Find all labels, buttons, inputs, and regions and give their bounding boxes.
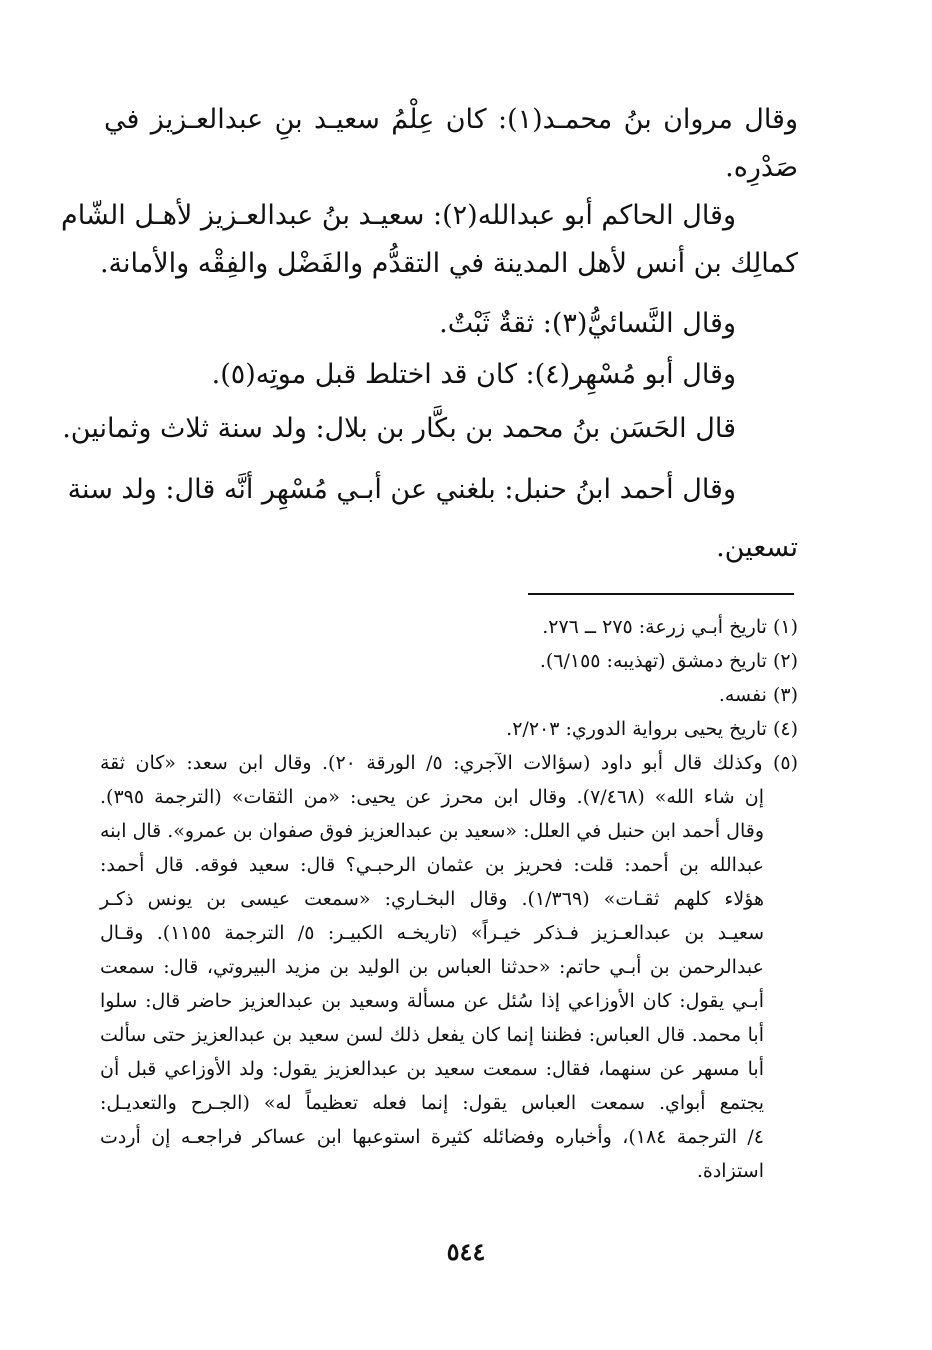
footnote-3: (٣) نفسه. bbox=[718, 684, 798, 706]
body-line-8: وقال أحمد ابنُ حنبل: بلغني عن أبـي مُسْهِر أنَّه قال: ولد سنة bbox=[67, 474, 736, 505]
footnote-separator bbox=[528, 593, 794, 595]
body-line-4: كمالِك بن أنس لأهل المدينة في التقدُّم والفَضْل والفِقْه والأمانة. bbox=[99, 248, 798, 279]
footnote-5-line-5: هؤلاء كلهم ثقـات» (١/٣٦٩). وقال البخـاري: «سمعت عيسى بن يونس ذكـر bbox=[100, 888, 764, 910]
footnote-5-line-3: وقال أحمد ابن حنبل في العلل: «سعيد بن عبدالعزيز فوق صفوان بن عمرو». قال ابنه bbox=[100, 820, 764, 842]
page-number: ٥٤٤ bbox=[446, 1237, 486, 1266]
footnote-5-line-2: إن شاء الله» (٧/٤٦٨). وقال ابن محرز عن يحيى: «من الثقات» (الترجمة ٣٩٥). bbox=[100, 786, 764, 808]
body-line-1: وقال مروان بنُ محمـد(١): كان عِلْمُ سعيـد بنِ عبدالعـزيز في bbox=[104, 104, 798, 135]
body-line-9: تسعين. bbox=[716, 532, 798, 563]
footnote-2: (٢) تاريخ دمشق (تهذيبه: ٦/١٥٥). bbox=[539, 650, 798, 672]
footnote-5-line-12: ٤/ الترجمة ١٨٤)، وأخباره وفضائله كثيرة استوعبها ابن عساكر فراجعـه إن أردت bbox=[100, 1126, 764, 1148]
footnote-5-line-8: أبـي يقول: كان الأوزاعي إذا سُئل عن مسألة وسعيد بن عبدالعزيز حاضر قال: سلوا bbox=[100, 990, 764, 1012]
body-line-5: وقال النَّسائيُّ(٣): ثقةٌ ثَبْتٌ. bbox=[439, 308, 736, 339]
body-line-7: قال الحَسَن بنُ محمد بن بكَّار بن بلال: ولد سنة ثلاث وثمانين. bbox=[62, 413, 736, 444]
footnote-5-line-7: عبدالرحمن بن أبـي حاتم: «حدثنا العباس بن الوليد بن مزيد البيروتي، قال: سمعت bbox=[100, 956, 764, 978]
body-line-2: صَدْرِه. bbox=[725, 152, 798, 183]
body-line-3: وقال الحاكم أبو عبدالله(٢): سعيـد بنُ عبدالعـزيز لأهـل الشّام bbox=[61, 200, 736, 231]
footnote-5-line-10: أبا مسهر عن سنهما، فقال: سمعت سعيد بن عبدالعزيز يقول: ولد الأوزاعي قبل أن bbox=[100, 1058, 764, 1080]
footnote-5-line-1: (٥) وكذلك قال أبو داود (سؤالات الآجري: ٥/ الورقة ٢٠). وقال ابن سعد: «كان ثقة bbox=[100, 752, 799, 774]
footnote-5-line-11: يجتمع أبواي. سمعت العباس يقول: إنما فعله تعظيماً له» (الجـرح والتعديـل: bbox=[100, 1092, 764, 1114]
footnote-5-line-13: استزادة. bbox=[696, 1160, 764, 1182]
footnote-1: (١) تاريخ أبـي زرعة: ٢٧٥ ــ ٢٧٦. bbox=[542, 616, 798, 638]
footnote-4: (٤) تاريخ يحيى برواية الدوري: ٢/٢٠٣. bbox=[506, 718, 798, 740]
body-line-6: وقال أبو مُسْهِر(٤): كان قد اختلط قبل موتِه(٥). bbox=[211, 359, 736, 390]
footnote-5-line-9: أبا محمد. قال العباس: فظننا إنما كان يفعل ذلك لسن سعيد بن عبدالعزيز حتى سألت bbox=[100, 1024, 764, 1046]
footnote-5-line-6: سعيـد بن عبدالعـزيز فـذكر خيـراً» (تاريخـه الكبيـر: ٥/ الترجمة ١١٥٥). وقـال bbox=[100, 922, 764, 944]
footnote-5-line-4: عبدالله بن أحمد: قلت: فحريز بن عثمان الرحبـي؟ قال: سعيد فوقه. قال أحمد: bbox=[100, 854, 764, 876]
